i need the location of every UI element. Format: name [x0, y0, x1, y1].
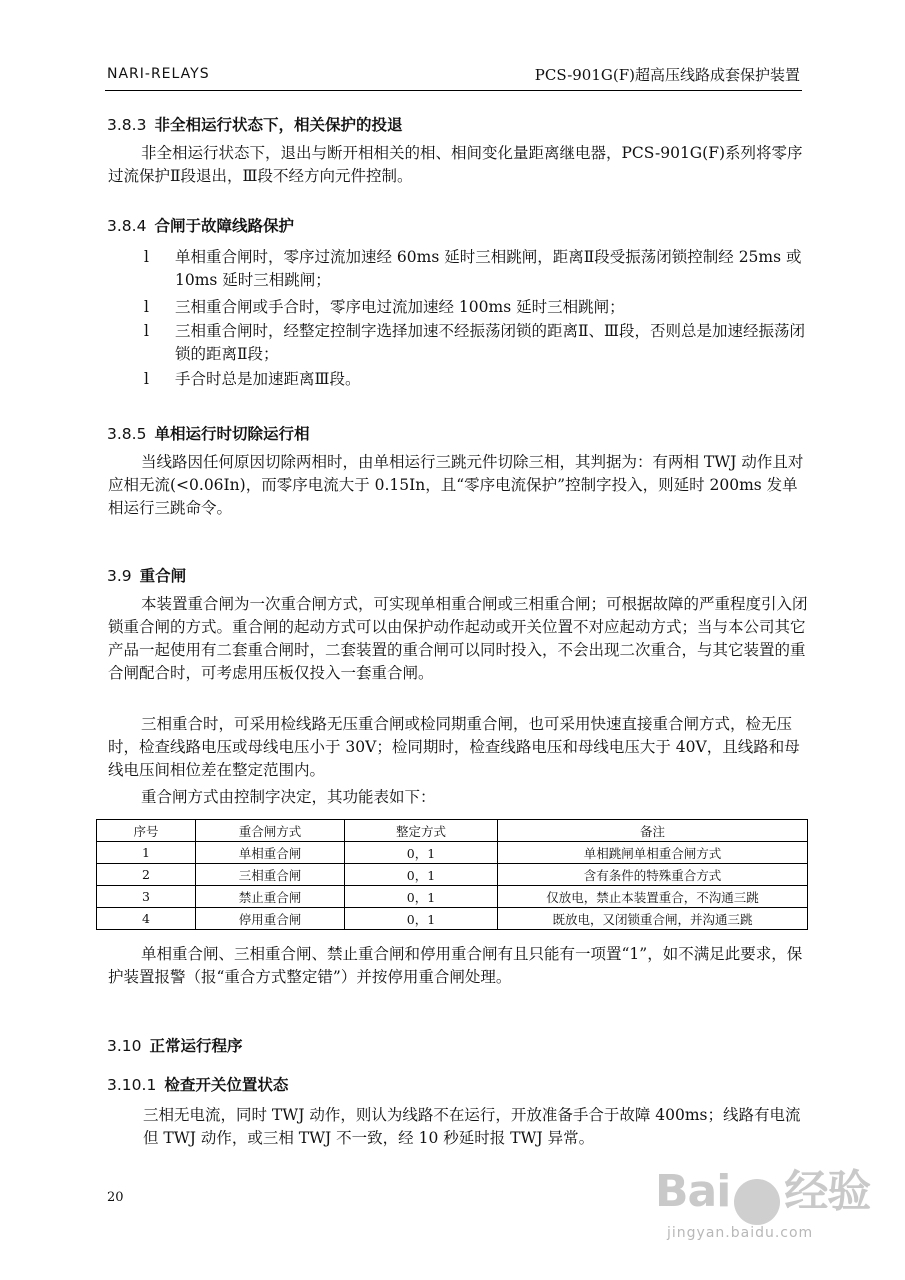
- watermark-url: jingyan.baidu.com: [667, 1224, 814, 1241]
- list-item: l 单相重合闸时，零序过流加速经 60ms 延时三相跳闸，距离Ⅱ段受振荡闭锁控制经 25ms 或 10ms 延时三相跳闸；: [144, 248, 802, 289]
- watermark: [655, 1155, 870, 1241]
- section-number: 3.9: [107, 567, 132, 585]
- page-number: 20: [107, 1190, 124, 1205]
- table-header-cell: 整定方式: [345, 820, 498, 842]
- table-cell: 既放电，又闭锁重合闸，并沟通三跳: [498, 908, 808, 930]
- table-cell: 含有条件的特殊重合方式: [498, 864, 808, 886]
- section-number: 3.8.4: [107, 217, 147, 235]
- section-title: 非全相运行状态下，相关保护的投退: [154, 116, 403, 134]
- watermark-logo-left: Bai: [655, 1166, 731, 1217]
- table-row: [97, 842, 808, 864]
- section-title: 重合闸: [139, 567, 187, 585]
- table-header-cell: 重合闸方式: [196, 820, 345, 842]
- paragraph-3-8-5: 当线路因任何原因切除两相时，由单相运行三跳元件切除三相，其判据为：有两相 TWJ 动作且对应相无流(<0.06In)，而零序电流大于 0.15In，且“零序电流保护”控制字投入，则延时 200ms 发单相运行三跳命令。: [108, 453, 804, 517]
- table-cell: 三相重合闸: [196, 864, 345, 886]
- bullet-glyph: l: [144, 248, 149, 266]
- list-item: l 三相重合闸时，经整定控制字选择加速不经振荡闭锁的距离Ⅱ、Ⅲ段，否则总是加速经振荡闭锁的距离Ⅱ段；: [144, 322, 805, 363]
- section-number: 3.10.1: [107, 1076, 157, 1094]
- table-cell: 0，1: [345, 908, 498, 930]
- table-cell: 停用重合闸: [196, 908, 345, 930]
- table-header-cell: 序号: [97, 820, 196, 842]
- paragraph-3-8-3: 非全相运行状态下，退出与断开相相关的相、相间变化量距离继电器，PCS-901G(F)系列将零序过流保护Ⅱ段退出，Ⅲ段不经方向元件控制。: [108, 144, 803, 185]
- paragraph-3-9-2: 三相重合时，可采用检线路无压重合闸或检同期重合闸，也可采用快速直接重合闸方式，检无压时，检查线路电压或母线电压小于 30V；检同期时，检查线路电压和母线电压大于 40V，且线路和母线电压间相位差在整定范围内。: [108, 715, 800, 779]
- paragraph-3-10-1: 三相无电流，同时 TWJ 动作，则认为线路不在运行，开放准备手合于故障 400ms；线路有电流但 TWJ 动作，或三相 TWJ 不一致，经 10 秒延时报 TWJ 异常。: [143, 1106, 801, 1147]
- table-cell: 0，1: [345, 886, 498, 908]
- table-cell: 0，1: [345, 842, 498, 864]
- list-item: l 三相重合闸或手合时，零序电过流加速经 100ms 延时三相跳闸；: [147, 296, 807, 319]
- section-title: 正常运行程序: [149, 1037, 243, 1055]
- table-cell: 仅放电，禁止本装置重合，不沟通三跳: [498, 886, 808, 908]
- section-number: 3.8.5: [107, 425, 147, 443]
- table-cell: 4: [97, 908, 196, 930]
- heading-3-8-4: [107, 214, 294, 236]
- table-cell: 0，1: [345, 864, 498, 886]
- table-cell: 1: [97, 842, 196, 864]
- table-cell: 单相重合闸: [196, 842, 345, 864]
- paw-icon: [734, 1179, 780, 1225]
- section-title: 单相运行时切除运行相: [154, 425, 310, 443]
- bullet-glyph: l: [144, 298, 149, 316]
- table-row: [97, 864, 808, 886]
- table-row: [97, 908, 808, 930]
- section-title: 合闸于故障线路保护: [154, 217, 294, 235]
- table-cell: 单相跳闸单相重合闸方式: [498, 842, 808, 864]
- header-right: PCS-901G(F)超高压线路成套保护装置: [534, 66, 800, 84]
- table-row: [97, 886, 808, 908]
- list-item: l 手合时总是加速距离Ⅲ段。: [147, 368, 807, 391]
- header-rule: [105, 90, 802, 91]
- table-header-row: [97, 820, 808, 842]
- section-number: 3.8.3: [107, 116, 147, 134]
- watermark-logo-right: 经验: [784, 1166, 871, 1217]
- paragraph-3-9-4: 单相重合闸、三相重合闸、禁止重合闸和停用重合闸有且只能有一项置“1”，如不满足此要求，保护装置报警（报“重合方式整定错”）并按停用重合闸处理。: [108, 945, 803, 986]
- heading-3-9: [107, 564, 186, 586]
- bullet-glyph: l: [144, 322, 149, 340]
- heading-3-8-3: [107, 113, 402, 135]
- bullet-glyph: l: [144, 370, 149, 388]
- section-number: 3.10: [107, 1037, 142, 1055]
- header-left: NARI-RELAYS: [107, 66, 210, 82]
- heading-3-10-1: [107, 1073, 288, 1095]
- paragraph-3-9-3: 重合闸方式由控制字决定，其功能表如下：: [141, 788, 436, 806]
- table-header-cell: 备注: [498, 820, 808, 842]
- heading-3-10: [107, 1034, 243, 1056]
- heading-3-8-5: [107, 422, 309, 444]
- table-cell: 3: [97, 886, 196, 908]
- reclose-mode-table: [96, 819, 808, 930]
- table-cell: 禁止重合闸: [196, 886, 345, 908]
- section-title: 检查开关位置状态: [164, 1076, 289, 1094]
- paragraph-3-9-1: 本装置重合闸为一次重合闸方式，可实现单相重合闸或三相重合闸；可根据故障的严重程度引入闭锁重合闸的方式。重合闸的起动方式可以由保护动作起动或开关位置不对应起动方式；当与本公司其它产品一起使用有二套重合闸时，二套装置的重合闸可以同时投入，不会出现二次重合，与其它装置的重合闸配合时，可考虑用压板仅投入一套重合闸。: [108, 595, 808, 682]
- table-cell: 2: [97, 864, 196, 886]
